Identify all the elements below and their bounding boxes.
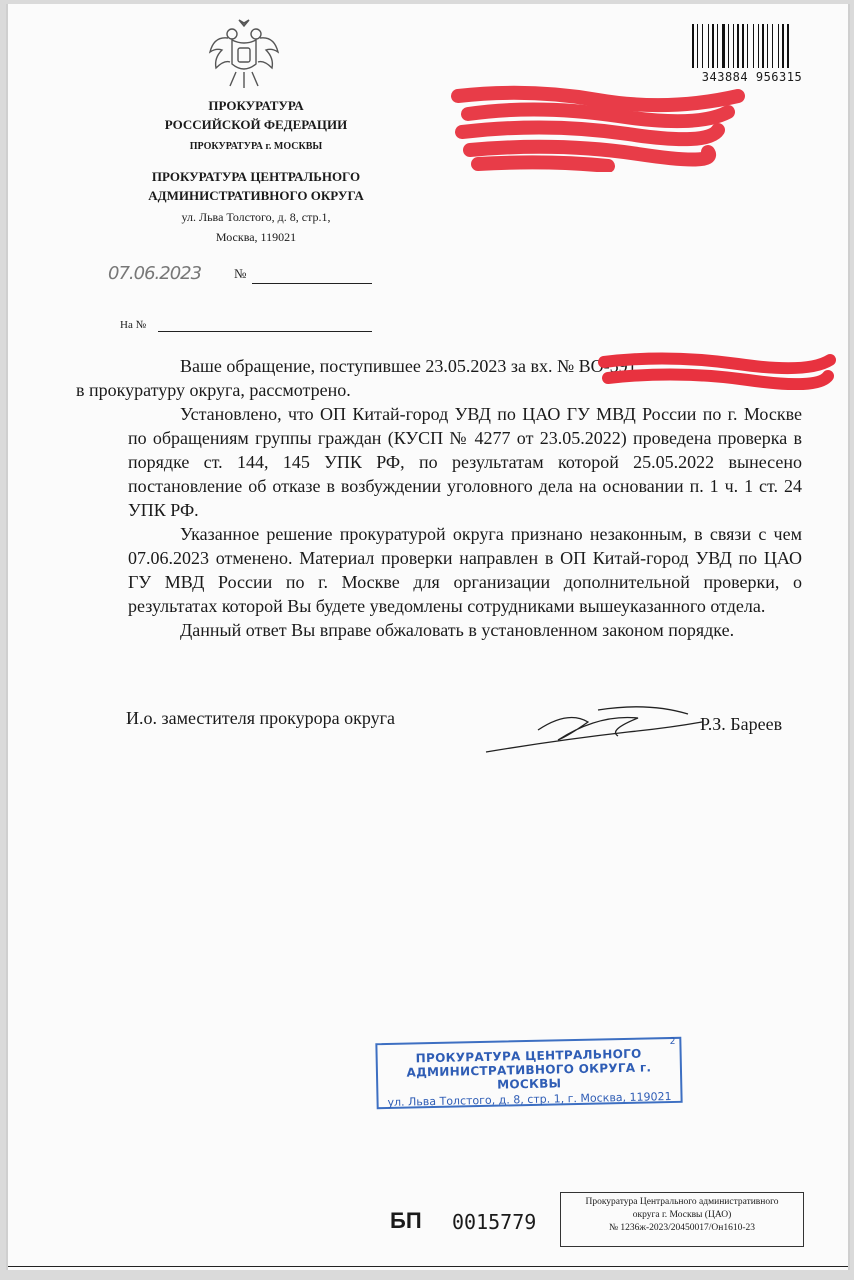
- header-address: [96, 207, 416, 247]
- reference-label: [120, 319, 146, 331]
- header-line4: ПРОКУРАТУРА ЦЕНТРАЛЬНОГО: [151, 169, 361, 184]
- document-page: [6, 4, 850, 1270]
- paragraph-2: Установлено, что ОП Китай-город УВД по ЦАО ГУ МВД России по г. Москве по обращениям группы граждан (КУСП № 4277 от 23.05.2022) проведена проверка в порядке ст. 144, 145 УПК РФ, по результатам которой 25.05.2022 вынесено постановление об отказе в возбуждении уголовного дела на основании п. 1 ч. 1 ст. 24 УПК РФ.: [128, 404, 802, 520]
- form-series: БП: [390, 1208, 422, 1233]
- paragraph-1-end: в прокуратуру округа, рассмотрено.: [76, 380, 351, 400]
- outgoing-number-line: [252, 283, 372, 284]
- paragraph-4: Данный ответ Вы вправе обжаловать в установленном законом порядке.: [180, 620, 735, 640]
- office-stamp: [375, 1037, 682, 1109]
- paragraph-3: Указанное решение прокуратурой округа признано незаконным, в связи с чем 07.06.2023 отменено. Материал проверки направлен в ОП Китай-город УВД по ЦАО ГУ МВД России по г. Москве для организации дополнительной проверки, о результатах которой Вы будете уведомлены сотрудниками вышеуказанного отдела.: [128, 524, 802, 616]
- registration-line1: Прокуратура Центрального административного: [585, 1197, 779, 1207]
- header-line5: АДМИНИСТРАТИВНОГО ОКРУГА: [148, 188, 364, 203]
- reference-na: На: [120, 319, 133, 331]
- reference-line: [158, 331, 372, 332]
- header-district: [96, 167, 416, 205]
- stamp-line2: АДМИНИСТРАТИВНОГО ОКРУГА г. МОСКВЫ: [406, 1060, 652, 1092]
- paragraph-1-start: Ваше обращение, поступившее 23.05.2023 за вх. № ВО-591: [180, 356, 637, 376]
- number-redaction: [598, 350, 838, 390]
- outgoing-number-label: №: [234, 266, 247, 281]
- stamp-number: 2: [669, 1036, 676, 1048]
- handwritten-signature: [478, 700, 708, 760]
- signer-title: И.о. заместителя прокурора округа: [126, 708, 396, 728]
- signer-name: Р.З. Бареев: [700, 714, 783, 734]
- registration-line3: № 1236ж-2023/20450017/Он1610-23: [608, 1223, 756, 1233]
- recipient-redaction: [448, 82, 748, 172]
- header-line1: ПРОКУРАТУРА: [208, 98, 304, 113]
- outgoing-date: 07.06.2023: [108, 263, 202, 284]
- header-org: [96, 96, 416, 134]
- registration-line2: округа г. Москвы (ЦАО): [632, 1210, 732, 1220]
- stamp-line1: ПРОКУРАТУРА ЦЕНТРАЛЬНОГО: [415, 1046, 642, 1066]
- address-line1: ул. Льва Толстого, д. 8, стр.1,: [181, 210, 331, 224]
- header-line3: ПРОКУРАТУРА г. МОСКВЫ: [189, 141, 323, 152]
- bottom-rule: [8, 1266, 848, 1267]
- stamp-line3: ул. Льва Толстого, д. 8, стр. 1, г. Москва, 119021: [387, 1090, 672, 1109]
- barcode: [692, 24, 810, 68]
- reference-no: №: [135, 319, 147, 331]
- letter-body: [76, 354, 802, 642]
- header-line2: РОССИЙСКОЙ ФЕДЕРАЦИИ: [164, 117, 348, 132]
- address-line2: Москва, 119021: [215, 230, 297, 244]
- barcode-number: 343884 956315: [701, 70, 803, 84]
- registration-box: [560, 1192, 804, 1247]
- double-headed-eagle-emblem: [206, 16, 282, 92]
- form-number: 0015779: [452, 1210, 537, 1234]
